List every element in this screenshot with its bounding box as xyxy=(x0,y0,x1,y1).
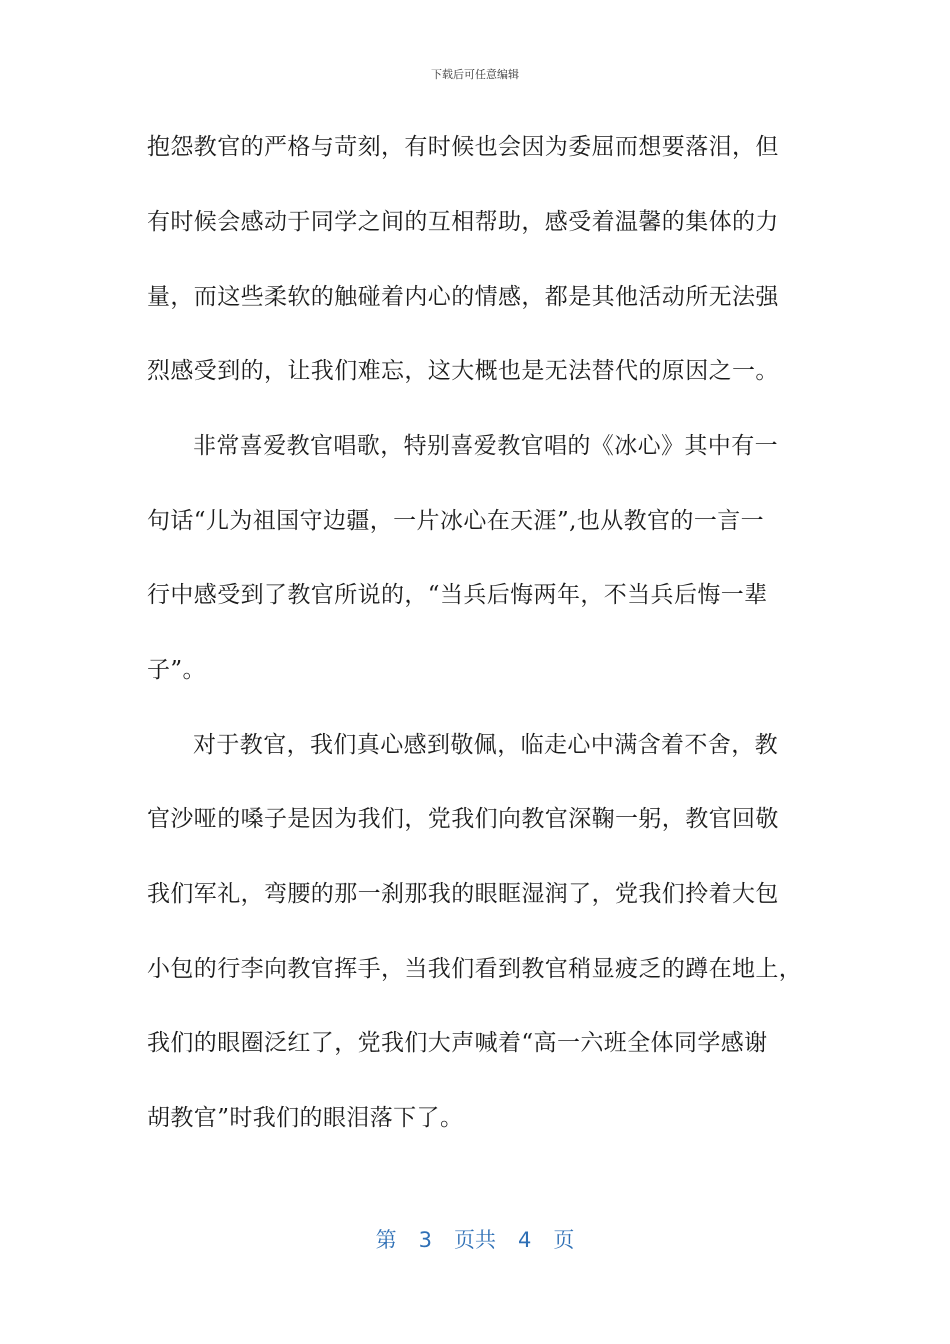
paragraph-line: 有时候会感动于同学之间的互相帮助，感受着温馨的集体的力 xyxy=(147,209,779,235)
paragraph-line: 官沙哑的嗓子是因为我们，党我们向教官深鞠一躬，教官回敬 xyxy=(147,806,779,832)
page-number-footer xyxy=(0,1224,950,1254)
total-page-number: 4 xyxy=(518,1228,532,1252)
page-header-note: 下载后可任意编辑 xyxy=(431,68,519,81)
paragraph-line: 句话“儿为祖国守边疆，一片冰心在天涯”,也从教官的一言一 xyxy=(147,508,765,534)
paragraph-line: 烈感受到的，让我们难忘，这大概也是无法替代的原因之一。 xyxy=(147,358,779,384)
paragraph-line: 抱怨教官的严格与苛刻，有时候也会因为委屈而想要落泪，但 xyxy=(147,134,779,160)
paragraph-line: 子”。 xyxy=(147,657,206,683)
footer-prefix: 第 xyxy=(375,1228,397,1252)
paragraph-line: 行中感受到了教官所说的，“当兵后悔两年，不当兵后悔一辈 xyxy=(147,582,768,608)
paragraph-line: 我们军礼，弯腰的那一刹那我的眼眶湿润了，党我们拎着大包 xyxy=(147,881,779,907)
paragraph-line: 胡教官”时我们的眼泪落下了。 xyxy=(147,1105,464,1131)
paragraph-line: 对于教官，我们真心感到敬佩，临走心中满含着不舍，教 xyxy=(193,732,778,758)
paragraph-line: 非常喜爱教官唱歌，特别喜爱教官唱的《冰心》其中有一 xyxy=(193,433,778,459)
footer-middle: 页共 xyxy=(454,1228,496,1252)
current-page-number: 3 xyxy=(418,1228,432,1252)
paragraph-line: 我们的眼圈泛红了，党我们大声喊着“高一六班全体同学感谢 xyxy=(147,1030,768,1056)
footer-suffix: 页 xyxy=(553,1228,575,1252)
paragraph-line: 量，而这些柔软的触碰着内心的情感，都是其他活动所无法强 xyxy=(147,284,779,310)
paragraph-line: 小包的行李向教官挥手，当我们看到教官稍显疲乏的蹲在地上， xyxy=(147,956,803,982)
